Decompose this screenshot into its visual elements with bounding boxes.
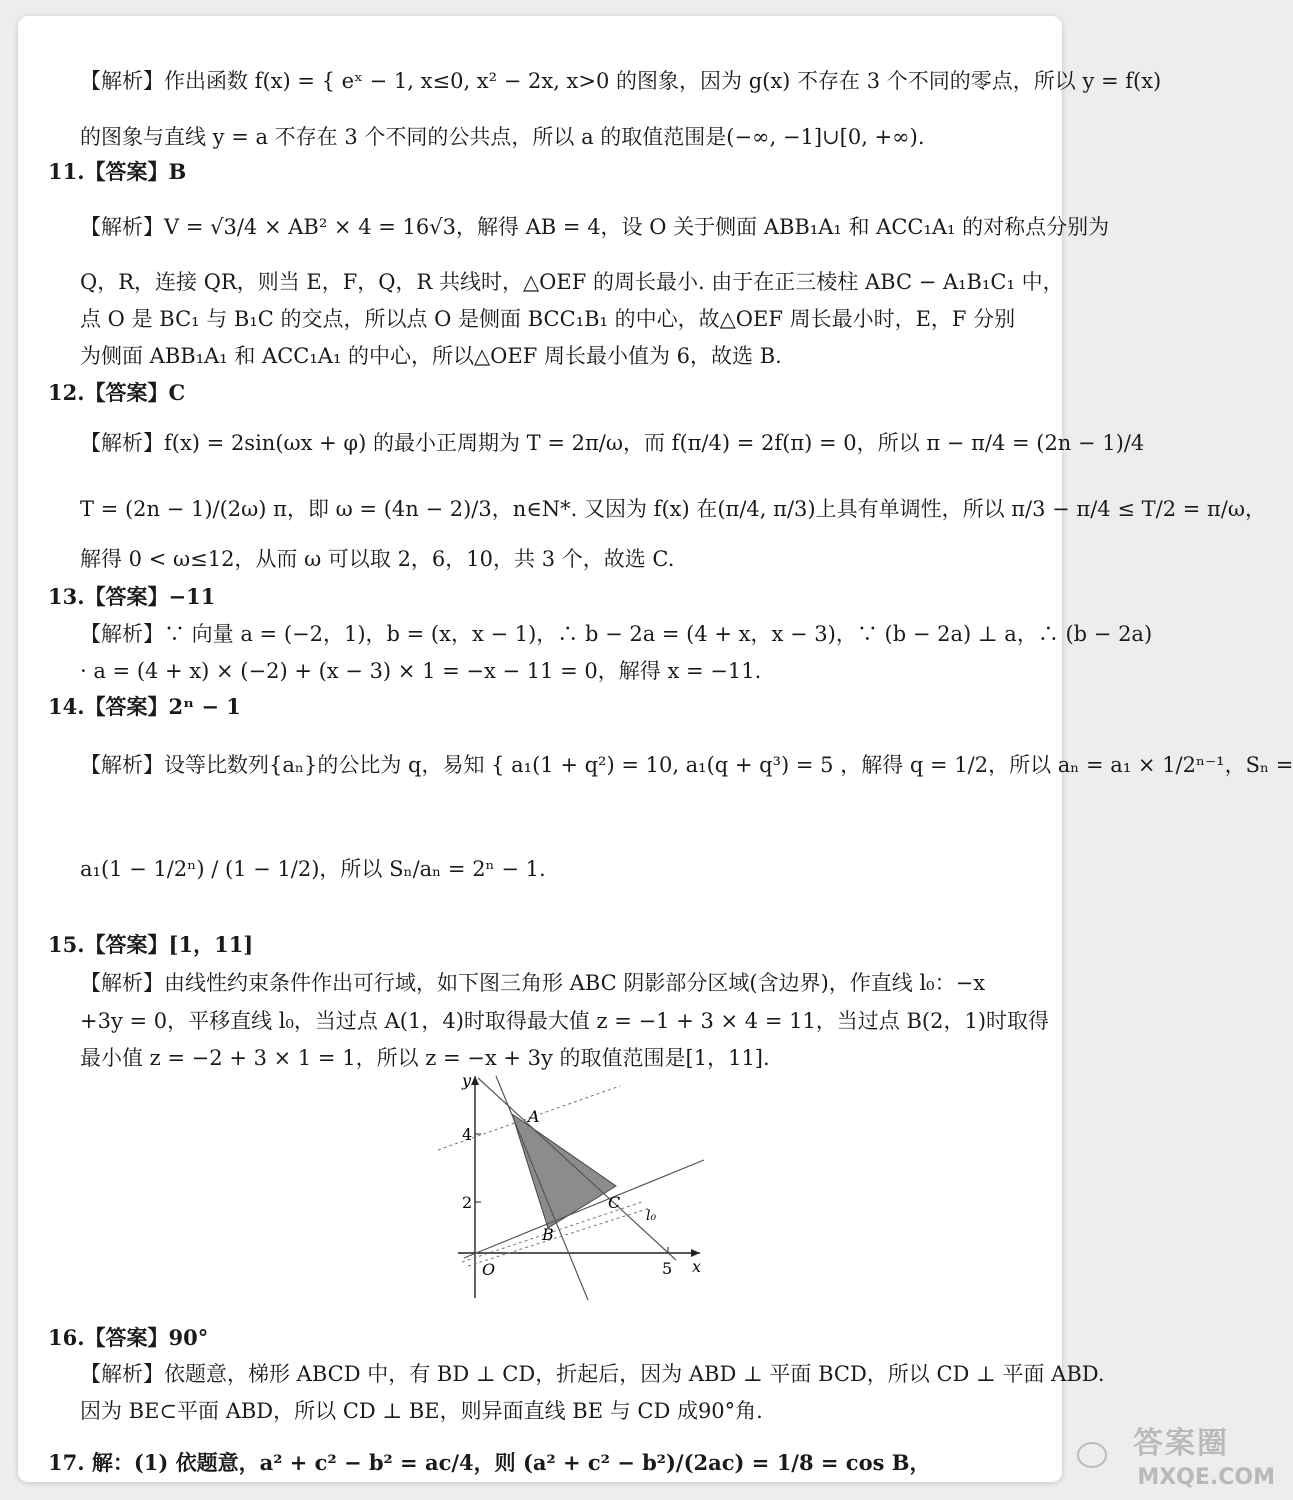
text-line: +3y = 0，平移直线 l₀，当过点 A(1，4)时取得最大值 z = −1 + 3 × 4 = 11，当过点 B(2，1)时取得 — [80, 1009, 1050, 1033]
answer-heading-11: 11.【答案】B — [48, 159, 187, 184]
text-line: 【解析】依题意，梯形 ABCD 中，有 BD ⊥ CD，折起后，因为 ABD ⊥ 平面 BCD，所以 CD ⊥ 平面 ABD. — [80, 1362, 1105, 1386]
answer-heading-14: 14.【答案】2ⁿ − 1 — [48, 694, 241, 719]
point-a-label: A — [528, 1107, 540, 1126]
answer-heading-17: 17. 解：(1) 依题意，a² + c² − b² = ac/4，则 (a² + c² − b²)/(2ac) = 1/8 = cos B， — [48, 1450, 931, 1475]
text-line: 【解析】∵ 向量 a = (−2，1)，b = (x，x − 1)，∴ b − 2a = (4 + x，x − 3)，∵ (b − 2a) ⊥ a，∴ (b − 2a) — [80, 622, 1153, 646]
text-line: a₁(1 − 1/2ⁿ) / (1 − 1/2)，所以 Sₙ/aₙ = 2ⁿ − 1. — [80, 857, 546, 881]
x-axis-arrow — [691, 1249, 700, 1257]
answer-heading-12: 12.【答案】C — [48, 380, 186, 405]
text-line: 解得 0 < ω≤12，从而 ω 可以取 2，6，10，共 3 个，故选 C. — [80, 547, 675, 571]
y-axis-label: y — [462, 1071, 472, 1090]
wechat-icon — [1077, 1442, 1107, 1468]
answer-heading-15: 15.【答案】[1，11] — [48, 932, 254, 957]
watermark — [1065, 1418, 1275, 1490]
point-b-label: B — [542, 1225, 554, 1244]
text-line: 【解析】作出函数 f(x) = { eˣ − 1, x≤0, x² − 2x, x>0 的图象，因为 g(x) 不存在 3 个不同的零点，所以 y = f(x) — [80, 69, 1162, 93]
x-axis-label: x — [692, 1257, 702, 1276]
text-line: Q，R，连接 QR，则当 E，F，Q，R 共线时，△OEF 的周长最小. 由于在正三棱柱 ABC − A₁B₁C₁ 中， — [80, 270, 1064, 294]
feasible-region-figure — [438, 1068, 718, 1308]
y-tick-label-2: 2 — [462, 1193, 473, 1212]
x-tick-label-5: 5 — [662, 1259, 673, 1278]
text-line: 因为 BE⊂平面 ABD，所以 CD ⊥ BE，则异面直线 BE 与 CD 成90°角. — [80, 1399, 763, 1423]
text-line: 【解析】由线性约束条件作出可行域，如下图三角形 ABC 阴影部分区域(含边界)，作直线 l₀：−x — [80, 971, 986, 995]
text-line: 的图象与直线 y = a 不存在 3 个不同的公共点，所以 a 的取值范围是(−∞, −1]∪[0, +∞). — [80, 125, 925, 149]
y-tick-label-4: 4 — [462, 1125, 473, 1144]
watermark-title: 答案圈 — [1133, 1426, 1229, 1461]
y-axis-arrow — [471, 1076, 479, 1085]
text-line: 点 O 是 BC₁ 与 B₁C 的交点，所以点 O 是侧面 BCC₁B₁ 的中心，故△OEF 周长最小时，E，F 分别 — [80, 307, 1016, 331]
text-line: 最小值 z = −2 + 3 × 1 = 1，所以 z = −x + 3y 的取值范围是[1，11]. — [80, 1046, 770, 1070]
answer-heading-16: 16.【答案】90° — [48, 1325, 209, 1350]
answer-heading-13: 13.【答案】−11 — [48, 584, 216, 609]
watermark-url: MXQE.COM — [1137, 1465, 1275, 1490]
text-line: 【解析】V = √3/4 × AB² × 4 = 16√3，解得 AB = 4，设 O 关于侧面 ABB₁A₁ 和 ACC₁A₁ 的对称点分别为 — [80, 215, 1110, 239]
origin-label: O — [482, 1260, 496, 1279]
text-line: · a = (4 + x) × (−2) + (x − 3) × 1 = −x − 11 = 0，解得 x = −11. — [80, 659, 762, 683]
text-line: 为侧面 ABB₁A₁ 和 ACC₁A₁ 的中心，所以△OEF 周长最小值为 6，故选 B. — [80, 344, 782, 368]
text-line: 【解析】f(x) = 2sin(ωx + φ) 的最小正周期为 T = 2π/ω，而 f(π/4) = 2f(π) = 0，所以 π − π/4 = (2n − 1)/4 — [80, 431, 1145, 455]
feasible-region-triangle — [512, 1114, 616, 1228]
point-c-label: C — [608, 1193, 621, 1212]
line-l0-label: l₀ — [646, 1208, 657, 1224]
text-line: 【解析】设等比数列{aₙ}的公比为 q，易知 { a₁(1 + q²) = 10, a₁(q + q³) = 5 ，解得 q = 1/2，所以 aₙ = a₁ × 1/2ⁿ⁻¹，Sₙ = — [80, 753, 1293, 777]
text-line: T = (2n − 1)/(2ω) π，即 ω = (4n − 2)/3，n∈N*. 又因为 f(x) 在(π/4, π/3)上具有单调性，所以 π/3 − π/4 ≤ T/2 = π/ω， — [80, 497, 1267, 521]
